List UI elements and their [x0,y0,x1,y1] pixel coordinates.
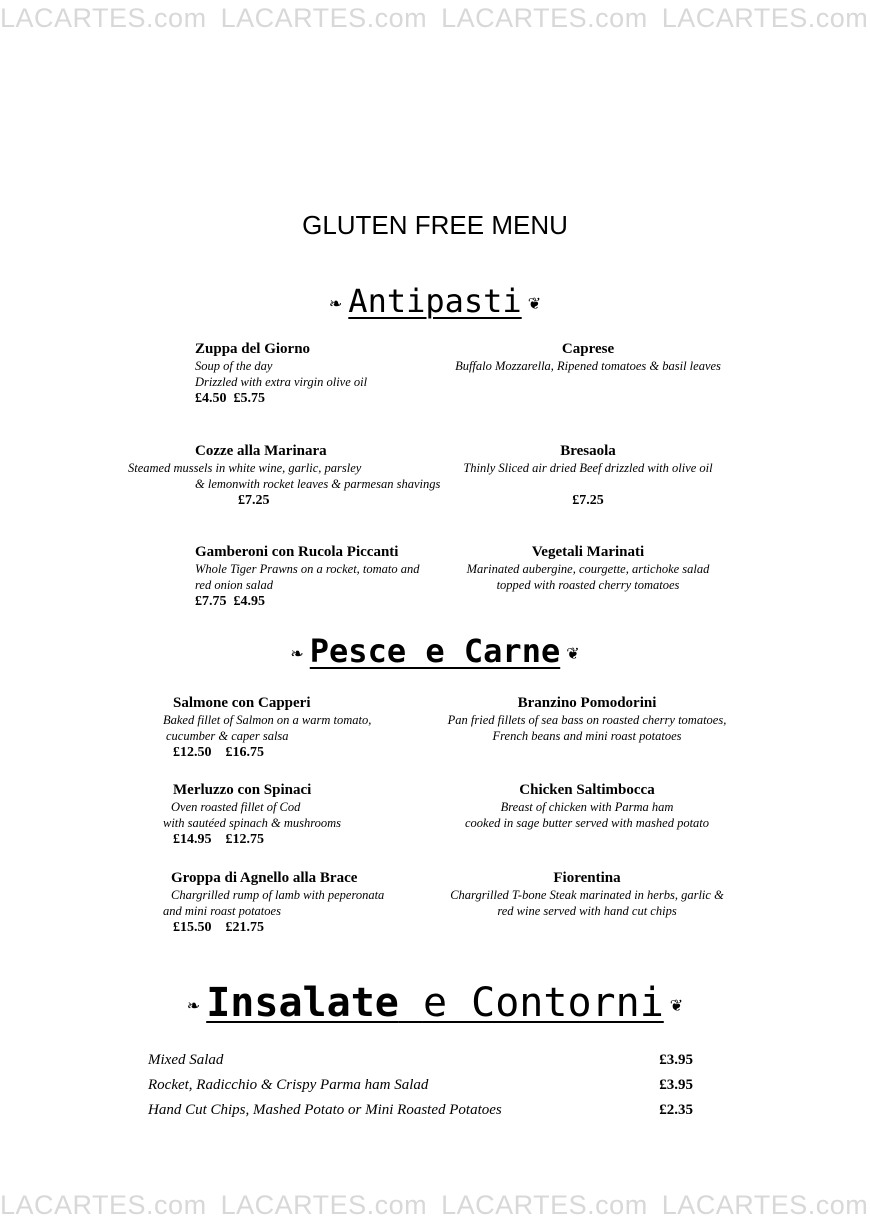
ornament-right-icon: ❦ [566,643,580,663]
menu-item: Gamberoni con Rucola Piccanti Whole Tiger Prawns on a rocket, tomato and red onion salad £7.75 £4.95 [195,544,420,609]
section-heading-insalate-e-contorni: ❧ Insalate e Contorni ❦ [186,980,684,1026]
menu-item: Vegetali Marinati Marinated aubergine, courgette, artichoke salad topped with roasted cherry tomatoes [466,544,710,592]
ornament-left-icon: ❧ [290,643,304,663]
page-title: GLUTEN FREE MENU [302,210,568,240]
menu-item: Merluzzo con Spinaci Oven roasted fillet of Cod with sautéed spinach & mushrooms £14.95 £12.75 [163,782,342,847]
menu-item: Groppa di Agnello alla Brace Chargrilled rump of lamb with peperonata and mini roast potatoes £15.50 £21.75 [163,870,385,935]
ornament-left-icon: ❧ [186,995,201,1015]
menu-item: Salmone con Capperi Baked fillet of Salmon on a warm tomato, cucumber & caper salsa £12.50 £16.75 [163,695,372,760]
list-item: Hand Cut Chips, Mashed Potato or Mini Roasted Potatoes £2.35 [148,1102,693,1118]
menu-item: Branzino Pomodorini Pan fried fillets of sea bass on roasted cherry tomatoes, French beans and mini roast potatoes [447,695,727,743]
ornament-right-icon: ❦ [669,995,684,1015]
watermark-bottom: LACARTES.com LACARTES.com LACARTES.com LACARTES.com [0,1190,869,1220]
watermark-top: LACARTES.com LACARTES.com LACARTES.com LACARTES.com [0,3,869,33]
list-item: Rocket, Radicchio & Crispy Parma ham Salad £3.95 [148,1077,693,1093]
menu-item: Bresaola Thinly Sliced air dried Beef drizzled with olive oil £7.25 [463,443,713,508]
section-heading-pesce-e-carne: ❧ Pesce e Carne ❦ [290,632,580,670]
list-item: Mixed Salad £3.95 [148,1052,693,1068]
menu-item: Chicken Saltimbocca Breast of chicken with Parma ham cooked in sage butter served with mashed potato [464,782,710,830]
menu-item: Cozze alla Marinara Steamed mussels in white wine, garlic, parsley & lemonwith rocket leaves & parmesan shavings £7.25 [128,443,441,508]
salads-list [148,1048,693,1123]
menu-item: Fiorentina Chargrilled T-bone Steak marinated in herbs, garlic & red wine served with hand cut chips [450,870,724,918]
menu-item: Caprese Buffalo Mozzarella, Ripened tomatoes & basil leaves [455,341,721,373]
menu-item: Zuppa del Giorno Soup of the day Drizzled with extra virgin olive oil £4.50 £5.75 [195,341,368,406]
ornament-left-icon: ❧ [328,293,343,313]
section-heading-antipasti: ❧ Antipasti ❦ [328,282,542,320]
ornament-right-icon: ❦ [527,293,542,313]
